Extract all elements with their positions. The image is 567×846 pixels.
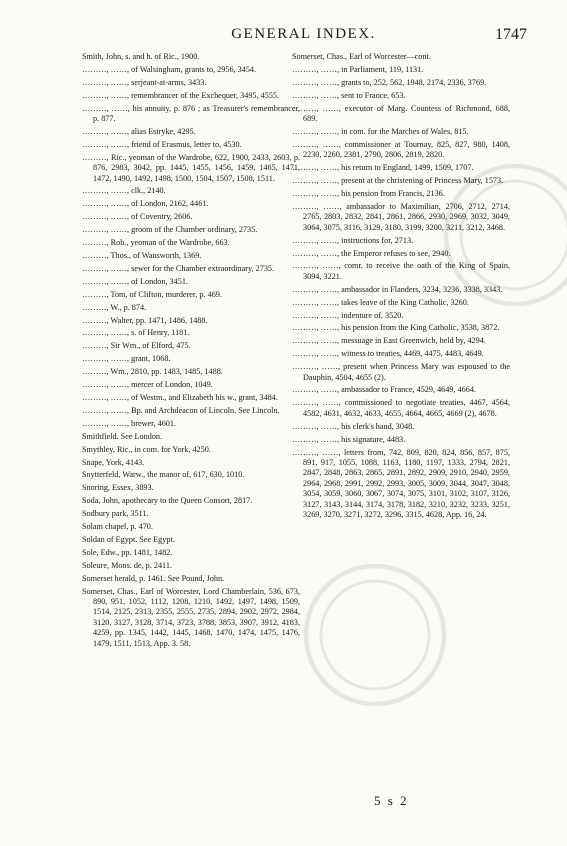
index-entry: ………, ……, of London, 2162, 4461.	[82, 199, 209, 209]
index-entry: ………, ……, his signature, 4483.	[292, 434, 406, 444]
index-entry: ………, ……, of Westm., and Elizabeth his w., grant, 3484.	[82, 392, 278, 402]
index-entry: ………, ……, the Emperor refuses to see, 2940.	[292, 248, 451, 258]
index-entry: ………, ……, letters from, 742, 809, 820, 824, 856, 857, 875, 891, 917, 1055, 1088, 1163, 1180, 1197, 1333, 2794, 2821, 2847, 2848, 2863, 2865, 2891, 2892, 2909, 2910, 2940, 2959, 2964, 2968, 2991, 2992, 2993, 3005, 3009, 3044, 3047, 3048, 3054, 3059, 3060, 3067, 3074, 3075, 3101, 3102, 3107, 3126, 3127, 3143, 3144, 3174, 3178, 3182, 3210, 3232, 3233, 3251, 3269, 3270, 3271, 3272, 3296, 3315, 4628, App. 16, 24.	[292, 447, 510, 519]
index-entry: ………, ……, Bp. and Archdeacon of Lincoln. See Lincoln.	[82, 405, 280, 415]
page-header	[80, 26, 527, 46]
index-entry: ………, ……, indenture of, 3520.	[292, 310, 404, 320]
index-entry: ………, ……, mercer of London, 1049.	[82, 380, 213, 390]
index-entry: Somerset, Chas., Earl of Worcester, Lord Chamberlain, 536, 673, 890, 951, 1052, 1112, 1208, 1210, 1492, 1497, 1498, 1509, 1514, 2125, 2313, 2355, 2555, 2735, 2894, 2902, 2972, 2984, 3120, 3127, 3128, 3714, 3723, 3788, 3853, 3907, 3912, 4183, 4259, pp. 1345, 1442, 1445, 1468, 1470, 1474, 1475, 1476, 1479, 1511, 1513, App. 3. 58.	[82, 586, 300, 648]
index-entry: ………, ……, groom of the Chamber ordinary, 2735.	[82, 225, 258, 235]
index-entry: ………, ……, his clerk's hand, 3048.	[292, 421, 415, 431]
index-entry: ………, ……, his annuity, p. 876 ; as Treasurer's remembrancer, p. 877.	[82, 103, 300, 124]
index-entry: ………, ……, of London, 3451.	[82, 276, 188, 286]
watermark-seal-lower	[275, 535, 474, 734]
index-entry: Somerset herald, p. 1461. See Pound, John.	[82, 573, 225, 583]
index-entry: ………, Rob., yeoman of the Wardrobe, 663.	[82, 238, 230, 248]
index-entry: ………, ……, present at the christening of Princess Mary, 1573.	[292, 176, 504, 186]
index-entry: ………, ……, present when Princess Mary was espoused to the Dauphin, 4504, 4655 (2).	[292, 362, 510, 382]
index-entry: ………, ……, his pension from the King Catholic, 3538, 3872.	[292, 323, 500, 333]
index-entry: Sole, Edw., pp. 1481, 1482.	[82, 547, 173, 557]
index-entry: ………, W., p. 874.	[82, 302, 147, 312]
page-title: GENERAL INDEX.	[231, 26, 376, 42]
index-entry: ………, Walter, pp. 1471, 1486, 1488.	[82, 315, 208, 325]
index-entry: Soda, John, apothecary to the Queen Consort, 2817.	[82, 496, 253, 506]
index-entry: Smythley, Ric., in com. for York, 4250.	[82, 444, 211, 454]
index-entry: ………, Thos., of Wansworth, 1369.	[82, 251, 202, 260]
index-entry: ………, ……, ambassador to Maximilian, 2706, 2712, 2714, 2765, 2803, 2832, 2841, 2861, 2866, 2930, 2969, 3032, 3049, 3064, 3075, 3116, 3129, 3180, 3199, 3200, 3211, 3212, 3468.	[292, 201, 510, 232]
index-entry: Soldan of Egypt. See Egypt.	[82, 534, 175, 544]
index-entry: ………, ……, comr. to receive the oath of the King of Spain, 3094, 3221.	[292, 261, 510, 281]
index-entry: ………, Tom, of Clifton, murderer, p. 469.	[82, 289, 222, 299]
printer-signature-mark: 5 s 2	[374, 793, 409, 808]
index-entry: Smith, John, s. and h. of Ric., 1900.	[82, 52, 200, 61]
page-number: 1747	[495, 26, 527, 43]
index-entry: ………, ……, serjeant-at-arms, 3433.	[82, 77, 207, 87]
index-entry: ………, ……, executor of Marg. Countess of Richmond, 688, 689.	[292, 103, 510, 124]
index-entry: ………, Wm., 2810, pp. 1483, 1485, 1488.	[82, 367, 223, 377]
index-entry: ………, ……, witness to treaties, 4469, 4475, 4483, 4649.	[292, 349, 484, 359]
index-entry: ………, ……, ambassador in Flanders, 3234, 3236, 3338, 3343.	[292, 284, 503, 294]
index-entry: ………, ……, of Coventry, 2606.	[82, 212, 193, 222]
index-entry: ………, Sir Wm., of Elford, 475.	[82, 341, 191, 351]
index-entry: ………, ……, ambassador to France, 4529, 4649, 4664.	[292, 385, 476, 395]
index-entry: ………, ……, commissioner at Tournay, 825, 827, 980, 1408, 2230, 2260, 2381, 2790, 2806, 2819, 2820.	[292, 139, 510, 160]
index-entry: Soleure, Mons. de, p. 2411.	[82, 560, 172, 570]
index-entry: ………, ……, friend of Erasmus, letter to, 4530.	[82, 139, 242, 149]
index-entry: Solam chapel, p. 470.	[82, 522, 153, 532]
index-column-right	[292, 52, 510, 523]
index-entry: ………, Ric., yeoman of the Wardrobe, 622, 1900, 2433, 2603, p. 876, 2983, 3042, pp. 1445, 1455, 1456, 1459, 1465, 1471, 1472, 1490, 1492, 1498, 1500, 1504, 1507, 1508, 1511.	[82, 152, 300, 183]
index-entry: Snoring, Essex, 3893.	[82, 483, 154, 493]
index-entry: Smithfield. See London.	[82, 431, 163, 441]
index-entry: ………, ……, messuage in East Greenwich, held by, 4294.	[292, 336, 486, 346]
index-column-left	[82, 52, 300, 652]
index-entry: ………, ……, brewer, 4601.	[82, 418, 177, 428]
index-entry: ………, ……, his return to England, 1499, 1509, 1707.	[292, 163, 474, 173]
index-entry: ………, ……, s. of Henry, 1181.	[82, 328, 190, 338]
index-entry: ………, ……, remembrancer of the Exchequer, 3495, 4555.	[82, 90, 280, 100]
index-entry: ………, ……, of Walsingham, grants to, 2956, 3454.	[82, 64, 257, 74]
index-entry: ………, ……, alias Estryke, 4295.	[82, 126, 196, 136]
index-entry: ………, ……, grants to, 252, 562, 1948, 2174, 2336, 3769.	[292, 77, 487, 87]
index-entry: ………, ……, sewer for the Chamber extraordinary, 2735.	[82, 263, 275, 273]
index-entry: ………, ……, sent to France, 653.	[292, 90, 406, 100]
index-entry: ………, ……, in Parliament, 119, 1131.	[292, 64, 424, 74]
index-entry: ………, ……, in com. for the Marches of Wales, 815.	[292, 126, 469, 136]
index-entry: ………, ……, instructions for, 2713.	[292, 235, 414, 245]
index-entry: ………, ……, grant, 1068.	[82, 354, 171, 364]
index-entry: Somerset, Chas., Earl of Worcester—cont.	[292, 52, 431, 61]
index-entry: Sodbury park, 3511.	[82, 509, 149, 519]
index-entry: ………, ……, commissioned to negotiate treaties, 4467, 4564, 4582, 4631, 4632, 4633, 4655, 4664, 4665, 4669 (2), 4678.	[292, 398, 510, 418]
index-entry: ………, ……, clk., 2140.	[82, 186, 166, 196]
index-entry: ………, ……, his pension from Francis, 2136.	[292, 188, 445, 198]
index-entry: Snape, York, 4143.	[82, 457, 145, 467]
index-entry: ………, ……, takes leave of the King Catholic, 3260.	[292, 297, 469, 307]
index-entry: Snytterfeld, Warw., the manor of, 617, 630, 1010.	[82, 470, 245, 480]
